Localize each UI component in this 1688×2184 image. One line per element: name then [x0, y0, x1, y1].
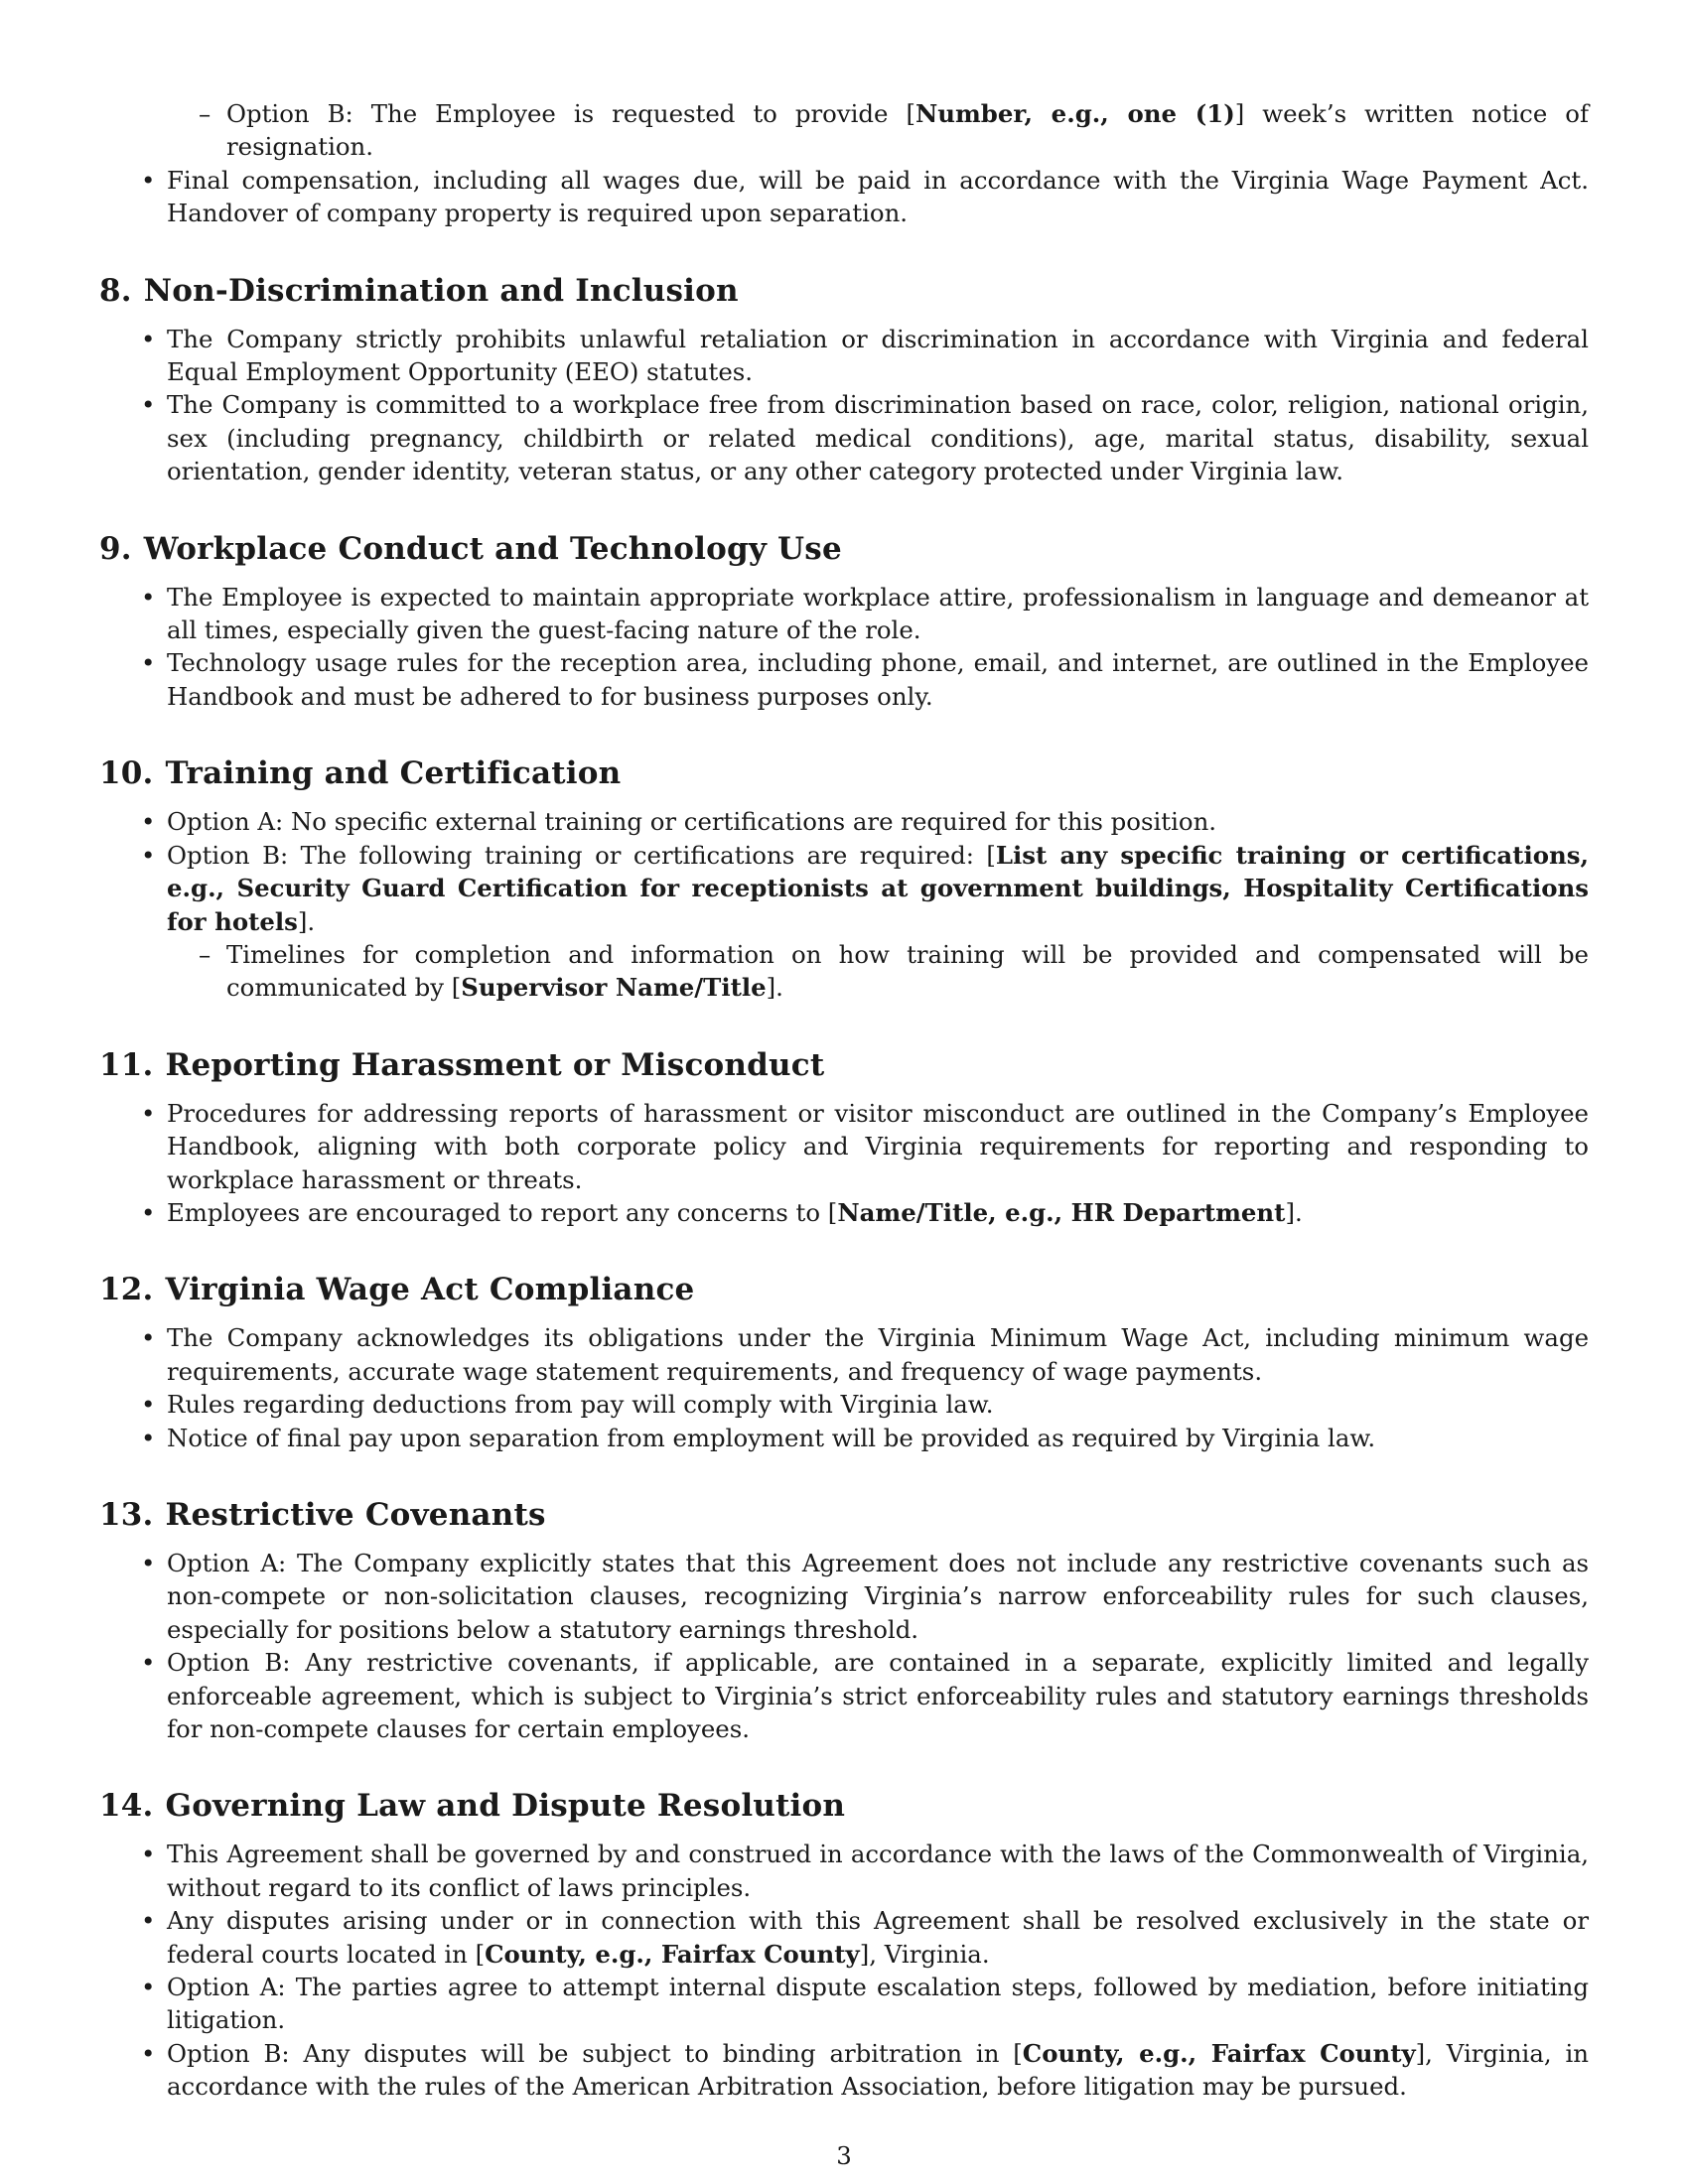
- section: [99, 1495, 1589, 1745]
- list-item: [99, 839, 1589, 938]
- list-item: [99, 323, 1589, 389]
- body-text: ], Virginia.: [859, 1939, 990, 1969]
- bullet-list: [99, 1838, 1589, 2103]
- section-title: Governing Law and Dispute Resolution: [165, 1788, 846, 1825]
- list-item: [99, 388, 1589, 487]
- list-item: [99, 1971, 1589, 2037]
- body-text: The Company acknowledges its obligations under the Virginia Minimum Wage Act, including minimum wage requirements, accurate wage statement requirements, and frequency of wage payments.: [167, 1323, 1589, 1386]
- list-item: [99, 1422, 1589, 1454]
- list-item: [99, 1646, 1589, 1745]
- body-text: The Company is committed to a workplace free from discrimination based on race, color, religion, national origin, sex (including pregnancy, childbirth or related medical conditions), age, marital status, disability, sexual orientation, gender identity, veteran status, or any other category protected under Virginia law.: [167, 390, 1589, 486]
- section-title: Reporting Harassment or Misconduct: [165, 1046, 825, 1083]
- placeholder-text: List any specific training or certifications, e.g., Security Guard Certification for receptionists at government buildings, Hospitality Certifications for hotels: [167, 840, 1589, 936]
- section: [99, 271, 1589, 488]
- section-number: 11.: [99, 1046, 154, 1083]
- bullet-list: [99, 323, 1589, 488]
- body-text: Timelines for completion and information on how training will be provided and compensated will be communicated by [: [226, 939, 1589, 1003]
- body-text: ].: [766, 973, 783, 1003]
- list-item: [99, 164, 1589, 230]
- bullet-list: [99, 1547, 1589, 1745]
- section-heading: [99, 1270, 1589, 1309]
- list-item: [99, 1097, 1589, 1196]
- bullet-list: [99, 164, 1589, 230]
- placeholder-text: County, e.g., Fairfax County: [485, 1939, 860, 1969]
- list-item: [99, 646, 1589, 713]
- section: [99, 753, 1589, 1004]
- section-title: Training and Certification: [165, 755, 622, 792]
- section: [99, 1045, 1589, 1230]
- list-item: [99, 1196, 1589, 1229]
- section-heading: [99, 1495, 1589, 1535]
- body-text: Option B: Any restrictive covenants, if applicable, are contained in a separate, explicitly limited and legally enforceable agreement, which is subject to Virginia’s strict enforceability rules and statutory earnings thresholds for non-compete clauses for certain employees.: [167, 1648, 1589, 1743]
- list-item: [99, 2037, 1589, 2104]
- body-text: Technology usage rules for the reception area, including phone, email, and internet, are outlined in the Employee Handbook and must be adhered to for business purposes only.: [167, 648, 1589, 711]
- list-item: [99, 1321, 1589, 1388]
- bullet-list: [99, 581, 1589, 714]
- section: [99, 529, 1589, 714]
- section-number: 14.: [99, 1788, 154, 1825]
- list-item: [99, 1838, 1589, 1904]
- body-text: This Agreement shall be governed by and construed in accordance with the laws of the Commonwealth of Virginia, without regard to its conflict of laws principles.: [167, 1840, 1589, 1902]
- section-number: 12.: [99, 1272, 154, 1308]
- body-text: Option B: The Employee is requested to provide [: [226, 99, 915, 128]
- list-item: [99, 805, 1589, 838]
- placeholder-text: Number, e.g., one (1): [914, 99, 1235, 128]
- section-title: Workplace Conduct and Technology Use: [143, 530, 842, 567]
- section-heading: [99, 1786, 1589, 1826]
- body-text: ].: [1285, 1197, 1303, 1227]
- section-title: Restrictive Covenants: [165, 1496, 546, 1533]
- document-page: [99, 97, 1589, 2104]
- section-number: 13.: [99, 1496, 154, 1533]
- section: [99, 1270, 1589, 1454]
- section-heading: [99, 529, 1589, 569]
- sub-list-item: [99, 97, 1589, 164]
- list-item: [99, 581, 1589, 647]
- placeholder-text: County, e.g., Fairfax County: [1022, 2038, 1416, 2068]
- section-number: 9.: [99, 530, 132, 567]
- continued-section-7: [99, 97, 1589, 230]
- body-text: ] week’s written notice of resignation.: [226, 99, 1589, 162]
- body-text: Any disputes arising under or in connection with this Agreement shall be resolved exclusively in the state or federal courts located in [: [167, 1906, 1589, 1969]
- placeholder-text: Supervisor Name/Title: [461, 973, 767, 1003]
- list-item: [99, 1904, 1589, 1971]
- bullet-list: [99, 805, 1589, 938]
- section: [99, 1786, 1589, 2103]
- section-title: Virginia Wage Act Compliance: [165, 1272, 695, 1308]
- body-text: The Employee is expected to maintain appropriate workplace attire, professionalism in language and demeanor at all times, especially given the guest-facing nature of the role.: [167, 582, 1589, 645]
- section-heading: [99, 271, 1589, 311]
- section-number: 8.: [99, 272, 132, 309]
- bullet-list: [99, 1321, 1589, 1454]
- sub-list: [99, 938, 1589, 1005]
- section-title: Non-Discrimination and Inclusion: [143, 272, 739, 309]
- body-text: Notice of final pay upon separation from employment will be provided as required by Virginia law.: [167, 1423, 1376, 1452]
- body-text: ].: [297, 906, 316, 936]
- list-item: [99, 1547, 1589, 1646]
- sub-list: [99, 97, 1589, 164]
- body-text: Option B: Any disputes will be subject to binding arbitration in [: [167, 2038, 1023, 2068]
- body-text: Option A: No specific external training or certifications are required for this position.: [167, 807, 1217, 837]
- placeholder-text: Name/Title, e.g., HR Department: [837, 1197, 1286, 1227]
- body-text: Employees are encouraged to report any concerns to [: [167, 1197, 838, 1227]
- list-item: [99, 1388, 1589, 1421]
- body-text: Rules regarding deductions from pay will comply with Virginia law.: [167, 1390, 994, 1420]
- body-text: ], Virginia, in accordance with the rules of the American Arbitration Association, before litigation may be pursued.: [167, 2038, 1589, 2102]
- body-text: The Company strictly prohibits unlawful retaliation or discrimination in accordance with Virginia and federal Equal Employment Opportunity (EEO) statutes.: [167, 324, 1589, 387]
- body-text: Procedures for addressing reports of harassment or visitor misconduct are outlined in the Company’s Employee Handbook, aligning with both corporate policy and Virginia requirements for reporting and responding to workplace harassment or threats.: [167, 1098, 1589, 1194]
- sub-list-item: [99, 938, 1589, 1005]
- body-text: Option A: The Company explicitly states that this Agreement does not include any restrictive covenants such as non-compete or non-solicitation clauses, recognizing Virginia’s narrow enforceability rules for such clauses, especially for positions below a statutory earnings threshold.: [167, 1548, 1589, 1644]
- section-heading: [99, 753, 1589, 793]
- section-heading: [99, 1045, 1589, 1085]
- sections-container: [99, 271, 1589, 2104]
- body-text: Option B: The following training or certifications are required: [: [167, 840, 996, 870]
- bullet-list: [99, 1097, 1589, 1230]
- section-number: 10.: [99, 755, 154, 792]
- body-text: Option A: The parties agree to attempt internal dispute escalation steps, followed by mediation, before initiating litigation.: [167, 1973, 1589, 2035]
- body-text: Final compensation, including all wages due, will be paid in accordance with the Virginia Wage Payment Act. Handover of company property is required upon separation.: [167, 165, 1589, 228]
- page-number: 3: [836, 2141, 852, 2170]
